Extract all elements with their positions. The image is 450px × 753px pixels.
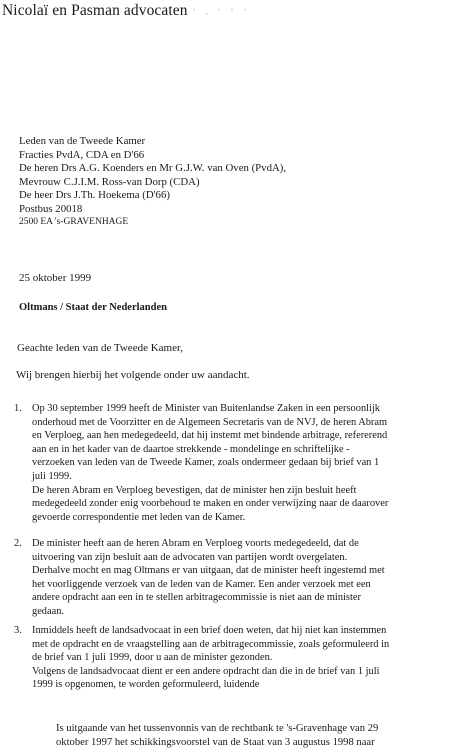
salutation: Geachte leden van de Tweede Kamer, bbox=[17, 342, 183, 354]
item-line: aan en in het kader van de daartoe strekkende - mondelinge en schriftelijke - bbox=[32, 443, 350, 455]
item-line: onderhoud met de Voorzitter en de Algemeen Secretaris van de NVJ, de heren Abram bbox=[32, 416, 388, 428]
item-line: Inmiddels heeft de landsadvocaat in een brief doen weten, dat hij niet kan instemmen bbox=[32, 625, 387, 636]
item-line: met de opdracht en de vraagstelling aan de arbitragecommissie, zoals geformuleerd in bbox=[32, 638, 390, 650]
letterhead bbox=[2, 2, 250, 20]
item-line: verzoeken van leden van de Tweede Kamer, zoals ondermeer gedaan bij brief van 1 bbox=[32, 457, 380, 469]
letterhead-redacted: · . · · · bbox=[191, 2, 250, 19]
item-line: Derhalve mocht en mag Oltmans er van uitgaan, dat de minister heeft ingestemd met bbox=[32, 565, 385, 577]
addressee-line: 2500 EA 's-GRAVENHAGE bbox=[19, 217, 129, 227]
closing-line: oktober 1997 het schikkingsvoorstel van de Staat van 3 augustus 1998 naar bbox=[56, 736, 375, 748]
item-line: De heren Abram en Verploeg bevestigen, dat de minister hen zijn besluit heeft bbox=[32, 484, 357, 496]
letter-subject: Oltmans / Staat der Nederlanden bbox=[19, 302, 167, 313]
closing-paragraph bbox=[56, 722, 378, 749]
item-line: het voorliggende verzoek van de leden van de Kamer. Een ander verzoek met een bbox=[32, 578, 371, 590]
item-line: Volgens de landsadvocaat dient er een andere opdracht dan die in de brief van 1 juli bbox=[32, 665, 380, 677]
item-body bbox=[32, 537, 446, 619]
addressee-line: Postbus 20018 bbox=[19, 202, 83, 215]
item-line: gedaan. bbox=[32, 605, 65, 617]
addressee-line: Leden van de Tweede Kamer bbox=[19, 135, 146, 147]
item-line: andere opdracht aan een in te stellen arbitragecommissie is niet aan de minister bbox=[32, 592, 361, 604]
item-line: juli 1999. bbox=[32, 470, 72, 482]
item-line: gevoerde correspondentie met leden van de Kamer. bbox=[32, 511, 246, 523]
item-line: De minister heeft aan de heren Abram en Verploeg voorts medegedeeld, dat de bbox=[32, 538, 359, 549]
addressee-line: De heren Drs A.G. Koenders en Mr G.J.W. van Oven (PvdA), bbox=[19, 162, 287, 174]
item-line: en Verploeg, aan hen medegedeeld, dat hij instemt met bindende arbitrage, refererend bbox=[32, 430, 388, 442]
item-line: 1999 is opgenomen, te worden geformuleerd, luidende bbox=[32, 679, 260, 691]
item-line: Op 30 september 1999 heeft de Minister van Buitenlandse Zaken in een persoonlijk bbox=[32, 403, 380, 414]
letterhead-name: Nicolaï en Pasman advocaten bbox=[2, 2, 188, 19]
addressee-line: Fracties PvdA, CDA en D'66 bbox=[19, 148, 145, 161]
closing-line: Is uitgaande van het tussenvonnis van de rechtbank te 's-Gravenhage van 29 bbox=[56, 723, 379, 734]
intro-paragraph: Wij brengen hierbij het volgende onder uw aandacht. bbox=[16, 369, 250, 381]
item-number: 1. bbox=[14, 403, 22, 414]
item-number: 3. bbox=[14, 625, 22, 636]
item-number: 2. bbox=[14, 538, 22, 549]
item-body bbox=[32, 624, 446, 692]
item-body bbox=[32, 402, 446, 524]
item-line: uitvoering van zijn besluit aan de advocaten van partijen wordt overgelaten. bbox=[32, 551, 348, 563]
letter-date: 25 oktober 1999 bbox=[19, 272, 92, 284]
addressee-line: Mevrouw C.J.I.M. Ross-van Dorp (CDA) bbox=[19, 175, 200, 188]
item-line: de brief van 1 juli 1999, door u aan de minister gezonden. bbox=[32, 652, 273, 664]
addressee-line: De heer Drs J.Th. Hoekema (D'66) bbox=[19, 189, 170, 201]
addressee-block bbox=[19, 135, 286, 230]
item-line: medegedeeld zonder enig voorbehoud te maken en onder verwijzing naar de daarover bbox=[32, 498, 389, 510]
